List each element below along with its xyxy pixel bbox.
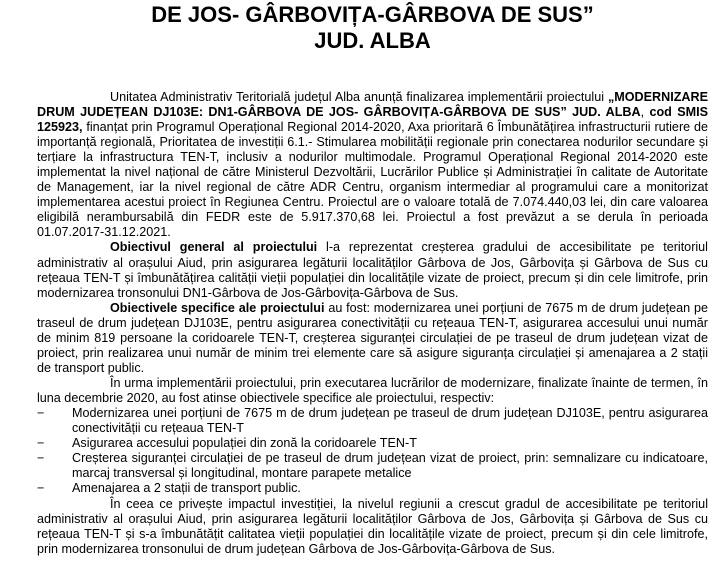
general-objective-label: Obiectivul general al proiectului [110,240,318,255]
smis-code: cod SMIS 125923, [37,105,709,135]
list-item [37,481,708,496]
intro-paragraph [37,90,708,240]
list-item-text: Amenajarea a 2 stații de transport public. [72,481,301,496]
results-list [37,406,708,496]
title-line-1: DE JOS- GÂRBOVIȚA-GÂRBOVA DE SUS” [151,2,594,27]
list-item [37,451,708,481]
general-objective-paragraph [37,240,708,300]
dash-bullet: − [37,405,45,420]
dash-bullet: − [37,481,45,496]
intro-text-1: Unitatea Administrativ Teritorială județul Alba anunță finalizarea implementării proiectului [110,90,608,104]
list-item [37,406,708,436]
results-intro-paragraph: În urma implementării proiectului, prin executarea lucrărilor de modernizare, finalizate înainte de termen, în luna decembrie 2020, au fost atinse obiectivele specifice ale proiectului, respectiv: [37,375,708,405]
specific-objectives-label: Obiectivele specifice ale proiectului [110,300,325,315]
list-item-text: Creșterea siguranței circulației de pe traseul de drum județean vizat de proiect, prin: semnalizare cu indicatoare, marcaj transversal și longitudinal, montare parapete metalice [72,451,708,481]
list-item-text: Asigurarea accesului populației din zonă la coridoarele TEN-T [72,436,417,451]
specific-objectives-paragraph [37,301,708,376]
intro-sep: , [640,105,650,120]
project-name: „MODERNIZARE DRUM JUDEȚEAN DJ103E: DN1-GÂRBOVA DE JOS- GÂRBOVIȚA-GÂRBOVA DE SUS” JUD. ALBA [37,90,708,120]
specific-objectives-text: au fost: modernizarea unei porțiuni de 7675 m de drum județean pe traseul de drum județean DJ103E, pentru asigurarea conectivității cu rețeaua TEN-T, asigurarea accesului unui număr de minim 819 persoane la coridoarele TEN-T, creșterea siguranței circulației de pe traseul de drum județean vizat de proiect, prin realizarea unui număr de minim trei elemente care să asigure siguranța circulației și amenajarea a 2 stații de transport public. [37,300,708,375]
document-body [37,90,708,557]
general-objective-text: l-a reprezentat creșterea gradului de accesibilitate pe teritoriul administrativ al orașului Aiud, prin asigurarea legăturii localităților Gârbova de Jos, Gârbovița și Gârbova de Sus cu rețeaua TEN-T și îmbunătățirea calității vieții populației din localitățile vizate de proiect, precum și din cele limitrofe, prin modernizarea tronsonului DN1-Gârbova de Jos-Gârbovița-Gârbova de Sus. [37,240,708,300]
title-line-2: JUD. ALBA [314,28,431,53]
dash-bullet: − [37,436,45,451]
list-item-text: Modernizarea unei porțiuni de 7675 m de drum județean pe traseul de drum județean DJ103E, pentru asigurarea conectivității cu rețeaua TEN-T [72,405,708,436]
intro-text-2: finanțat prin Programul Operațional Regional 2014-2020, Axa prioritară 6 Îmbunătățirea infrastructurii rutiere de importanță regională, Prioritatea de investiții 6.1.- Stimularea mobilității regionale prin conectarea nodurilor secundare și terțiare la infrastructura TEN-T, inclusiv a nodurilor multimodale. Programul Operațional Regional 2014-2020 este implementat la nivel național de către Ministerul Dezvoltării, Lucrărilor Publice și Administrației în calitate de Autoritate de Management, iar la nivel regional de către ADR Centru, organism intermediar al programului care a monitorizat implementarea acestui proiect în Regiunea Centru. Proiectul are o valoare totală de 7.074.440,03 lei, din care valoarea eligibilă nerambursabilă din FEDR este de 5.917.370,68 lei. Proiectul a fost prevăzut a se derula în perioada 01.07.2017-31.12.2021. [37,120,708,240]
dash-bullet: − [37,451,45,466]
list-item [37,436,708,451]
impact-paragraph: În ceea ce privește impactul investiției, la nivelul regiunii a crescut gradul de accesibilitate pe teritoriul administrativ al orașului Aiud, prin asigurarea legăturii localităților Gârbova de Jos, Gârbovița și Gârbova de Sus cu rețeaua TEN-T și s-a îmbunătățit calitatea vieții populației din localitățile vizate de proiect, precum și din cele limitrofe, prin modernizarea tronsonului de drum județean Gârbova de Jos-Gârbovița-Gârbova de Sus. [37,497,708,557]
